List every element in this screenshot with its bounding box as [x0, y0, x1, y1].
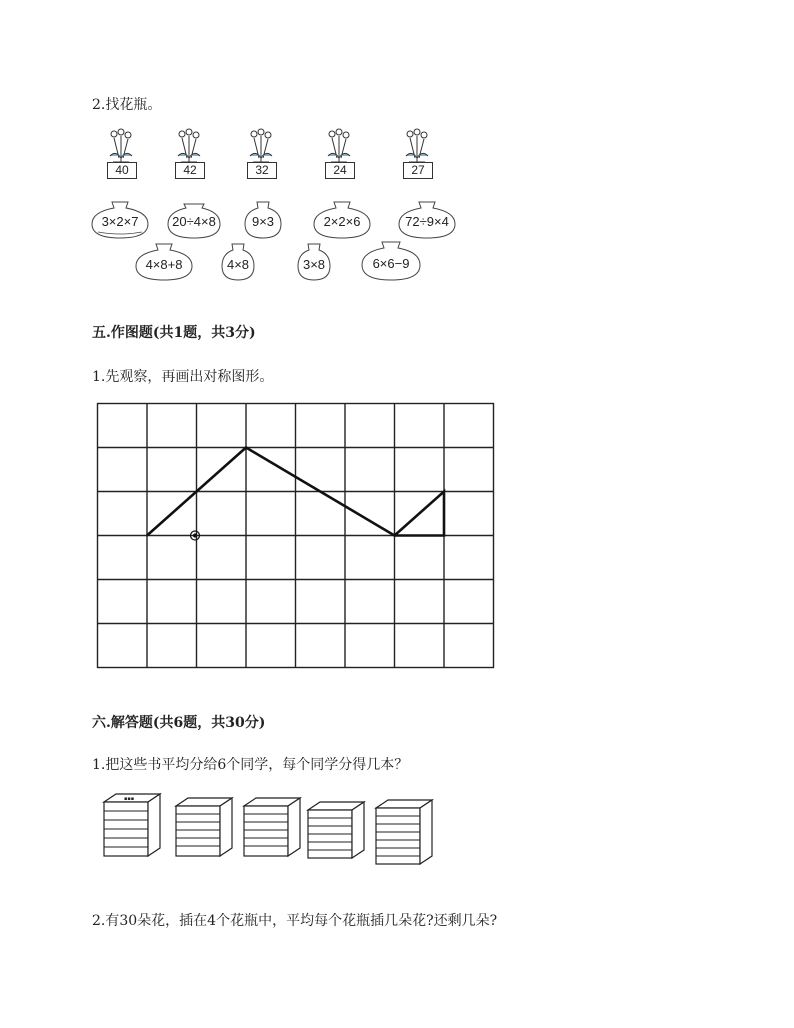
flower-icon: [104, 128, 138, 164]
vase-expression: 4×8+8: [145, 257, 183, 272]
section6-q1: 1.把这些书平均分给6个同学，每个同学分得几本？: [92, 757, 409, 773]
flower-pot: [172, 128, 206, 180]
pot-number: 40: [107, 162, 137, 179]
vase-expression: 3×2×7: [101, 214, 139, 229]
book-stack-icon: [102, 792, 162, 858]
section6-heading: 六.解答题(共6题，共30分): [92, 715, 266, 731]
book-stack-icon: [174, 796, 234, 862]
vase-expression: 6×6−9: [372, 256, 410, 271]
vase-expression: 3×8: [302, 257, 326, 272]
vase-expression: 20÷4×8: [172, 214, 216, 229]
pot-number: 27: [403, 162, 433, 179]
vase: [312, 200, 372, 240]
q2-title: 2.找花瓶。: [92, 97, 162, 113]
vase: [134, 242, 194, 282]
pot-number: 42: [175, 162, 205, 179]
vase-expression: 9×3: [251, 214, 275, 229]
book-stack-icon: [374, 798, 434, 868]
flower-icon: [400, 128, 434, 164]
vase: [90, 200, 150, 240]
flower-pot: [322, 128, 356, 180]
book-stack-icon: [242, 796, 302, 862]
symmetry-grid: [96, 402, 496, 670]
vase-expression: 72÷9×4: [405, 214, 449, 229]
pot-number: 32: [247, 162, 277, 179]
section6-q2: 2.有30朵花，插在4个花瓶中，平均每个花瓶插几朵花?还剩几朵?: [92, 913, 498, 929]
flower-icon: [172, 128, 206, 164]
flower-pot: [104, 128, 138, 180]
vase: [166, 200, 222, 240]
flower-icon: [244, 128, 278, 164]
svg-text:▪▪▪: ▪▪▪: [124, 796, 135, 802]
section5-q1: 1.先观察，再画出对称图形。: [92, 369, 274, 385]
flower-pot: [400, 128, 434, 180]
pot-number: 24: [325, 162, 355, 179]
vase: [360, 240, 422, 282]
vase-expression: 4×8: [226, 257, 250, 272]
flower-icon: [322, 128, 356, 164]
vase: [220, 242, 256, 282]
vase: [397, 200, 457, 240]
book-stack-icon: [306, 800, 366, 866]
vase: [243, 200, 283, 240]
vase: [296, 242, 332, 282]
section5-heading: 五.作图题(共1题，共3分): [92, 325, 256, 341]
flower-pot: [244, 128, 278, 180]
vase-expression: 2×2×6: [323, 214, 361, 229]
